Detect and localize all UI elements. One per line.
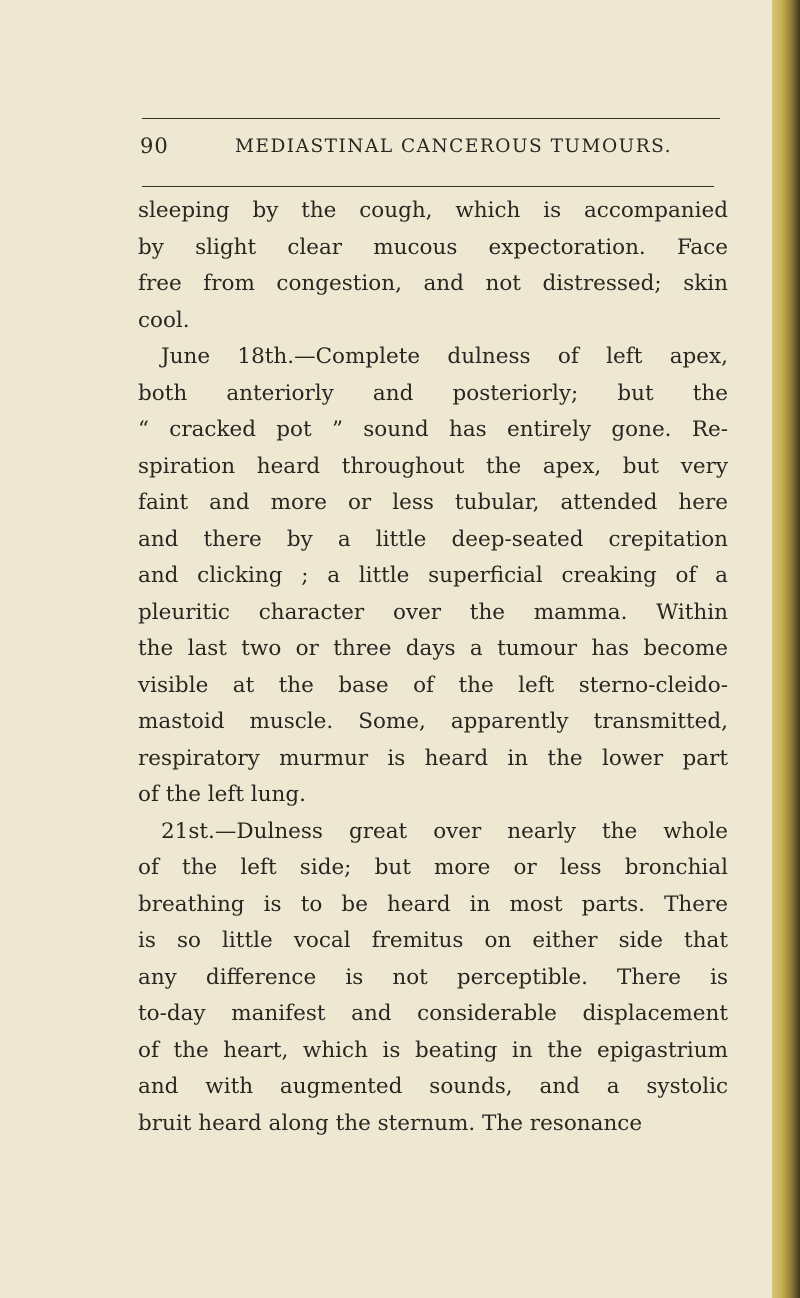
- text-line: cool.: [138, 307, 190, 333]
- page-number: 90: [140, 134, 169, 158]
- body-text: [138, 193, 728, 1142]
- text-line: of the left lung.: [138, 782, 306, 807]
- text-line: bruit heard along the sternum. The resonance: [138, 1110, 643, 1136]
- header-top-rule: [142, 118, 720, 119]
- text-line: any difference is not perceptible. There is: [138, 964, 728, 990]
- text-line: pleuritic character over the mamma. Within: [138, 599, 728, 625]
- text-line: faint and more or less tubular, attended here: [138, 490, 728, 515]
- text-line: mastoid muscle. Some, apparently transmitted,: [138, 709, 728, 734]
- running-head: MEDIASTINAL CANCEROUS TUMOURS.: [235, 136, 673, 157]
- text-line: by slight clear mucous expectoration. Face: [138, 234, 728, 260]
- text-line: of the heart, which is beating in the epigastrium: [138, 1037, 728, 1063]
- text-line: is so little vocal fremitus on either side that: [138, 928, 728, 953]
- text-line: and with augmented sounds, and a systolic: [138, 1074, 728, 1099]
- text-line: June 18th.—Complete dulness of left apex,: [161, 344, 728, 369]
- text-line: and there by a little deep-seated crepitation: [138, 526, 728, 552]
- text-line: 21st.—Dulness great over nearly the whole: [161, 818, 728, 844]
- book-spine-edge: [772, 0, 800, 1298]
- text-line: and clicking ; a little superficial creaking of a: [138, 563, 728, 588]
- text-line: the last two or three days a tumour has become: [138, 636, 728, 661]
- header-bottom-rule: [142, 186, 714, 187]
- text-line: “ cracked pot ” sound has entirely gone. Re-: [138, 417, 728, 442]
- text-line: sleeping by the cough, which is accompanied: [138, 198, 728, 223]
- text-line: free from congestion, and not distressed; skin: [138, 271, 728, 296]
- page-header: [140, 132, 720, 168]
- text-line: respiratory murmur is heard in the lower part: [138, 745, 728, 771]
- text-line: to-day manifest and considerable displacement: [138, 1001, 728, 1026]
- text-line: of the left side; but more or less bronchial: [138, 855, 728, 880]
- text-line: both anteriorly and posteriorly; but the: [138, 380, 728, 406]
- text-line: breathing is to be heard in most parts. There: [138, 891, 728, 917]
- text-line: spiration heard throughout the apex, but very: [138, 453, 728, 479]
- text-line: visible at the base of the left sterno-cleido-: [138, 672, 728, 698]
